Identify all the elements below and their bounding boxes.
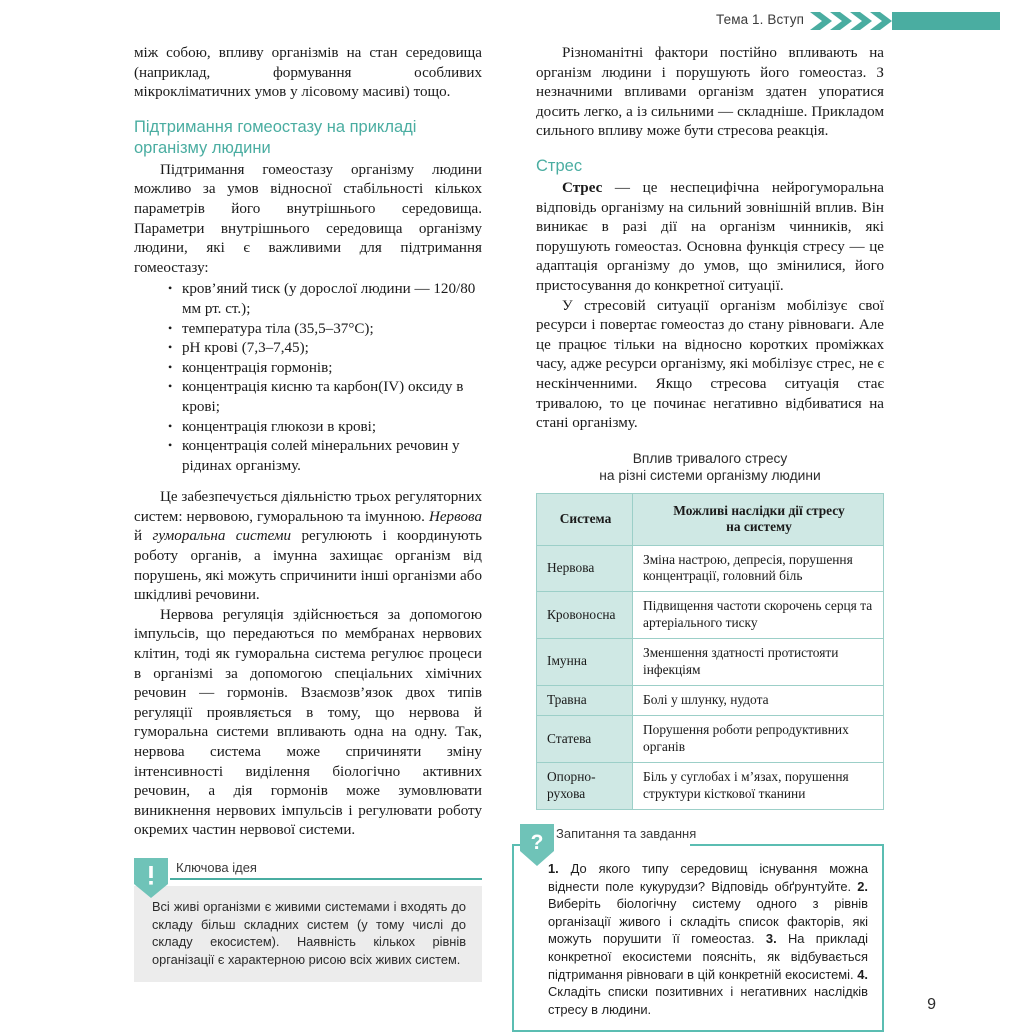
svg-text:?: ? bbox=[530, 831, 544, 854]
cell-effect: Зменшення здатності протистояти інфекціям bbox=[633, 639, 884, 686]
key-idea-header bbox=[134, 862, 482, 882]
question-text: Виберіть біологічну систему одного з рівнів організації живого і складіть список факторів, які можуть порушити її гомеостаз. bbox=[548, 896, 868, 947]
text-run: й bbox=[134, 528, 153, 545]
list-item: • температура тіла (35,5–37°C); bbox=[168, 320, 482, 340]
paragraph-regulatory-systems bbox=[134, 488, 482, 606]
page-number: 9 bbox=[927, 996, 936, 1013]
question-number: 2. bbox=[857, 878, 868, 894]
cell-system: Імунна bbox=[537, 639, 633, 686]
paragraph-stress-mobilisation: У стресовій ситуації організм мобілізує свої ресурси і повертає гомеостаз до стану рівноваги. Але це працює тільки на відносно коротких проміжках часу, адже ресурси організму, які мобілізує стрес, не є нескінченними. Якщо стресова ситуація стає тривалою, то це починає негативно відбиватися на стані організму. bbox=[536, 297, 884, 432]
questions-title: Запитання та завдання bbox=[556, 826, 697, 841]
list-item: • концентрація солей мінеральних речовин у рідинах організму. bbox=[168, 437, 482, 476]
exclamation-flag-icon bbox=[134, 858, 168, 898]
cell-effect: Зміна настрою, депресія, порушення концентрації, головний біль bbox=[633, 545, 884, 592]
key-idea-callout bbox=[134, 862, 482, 982]
questions-box bbox=[512, 828, 884, 1032]
paragraph-continuation: між собою, впливу організмів на стан середовища (наприклад, формування особливих мікрокліматичних умов у лісовому масиві) тощо. bbox=[134, 45, 482, 101]
emphasis-nervova: Нервова bbox=[428, 508, 482, 525]
question-flag-icon bbox=[520, 824, 554, 866]
column-header-effects-line-2: на систему bbox=[726, 519, 792, 535]
term-stres: Стрес bbox=[562, 179, 603, 196]
paragraph-nervous-regulation: Нервова регуляція здійснюється за допомогою імпульсів, що передаються по мембранах нервових клітин, тоді як гуморальна система регулює процеси в організмі за допомогою спеціальних хімічних речовин — гормонів. Взаємозв’язок двох типів регуляції проявляється в тому, що нервова й гуморальна системи впливають одна на одну. Так, нервова система може спричиняти зміну інтенсивності виділення біологічно активних речовин, а дія гормонів може зумовлювати виникнення нервових імпульсів і регулювати роботу окремих частин нервової системи. bbox=[134, 606, 482, 839]
cell-effect: Порушення роботи репродуктивних органів bbox=[633, 716, 884, 763]
cell-effect: Біль у суглобах і м’язах, порушення структури кісткової тканини bbox=[633, 763, 884, 810]
list-item: • кров’яний тиск (у дорослої людини — 120/80 мм рт. ст.); bbox=[168, 280, 482, 319]
key-idea-title: Ключова ідея bbox=[176, 860, 257, 875]
column-header-effects bbox=[633, 493, 884, 545]
text-run: — це неспецифічна нейрогуморальна відповідь організму на сильний зовнішній вплив. Він виникає в разі дії на організм чинників, які порушують гомеостаз. Основна функція стресу — це адаптація організму до умов, що змінилися, його пристосування до конкретної ситуації. bbox=[536, 179, 884, 294]
divider bbox=[170, 878, 482, 880]
text-run: регулюють і координують роботу органів, а імунна захищає організм від порушень, які можуть спричинити інші організми або шкідливі речовини. bbox=[134, 528, 482, 604]
homeostasis-parameter-list bbox=[134, 280, 482, 476]
stress-effects-table bbox=[536, 493, 884, 810]
list-item: • pH крові (7,3–7,45); bbox=[168, 339, 482, 359]
list-item: • концентрація гормонів; bbox=[168, 359, 482, 379]
list-item: • концентрація глюкози в крові; bbox=[168, 418, 482, 438]
question-number: 3. bbox=[765, 931, 777, 947]
table-row bbox=[537, 592, 884, 639]
table-row bbox=[537, 716, 884, 763]
table-caption bbox=[536, 450, 884, 485]
cell-system: Кровоносна bbox=[537, 592, 633, 639]
question-text: Складіть списки позитивних і негативних наслідків стресу в людини. bbox=[548, 984, 868, 1017]
cell-system: Травна bbox=[537, 685, 633, 715]
question-text: До якого типу середовищ існування можна віднести поле кукурудзи? Відповідь обґрунтуйте. bbox=[548, 861, 868, 894]
list-item: • концентрація кисню та карбон(IV) оксиду в крові; bbox=[168, 378, 482, 417]
cell-system: Статева bbox=[537, 716, 633, 763]
cell-system: Нервова bbox=[537, 545, 633, 592]
question-number: 1. bbox=[548, 861, 559, 876]
column-header-system: Система bbox=[537, 493, 633, 545]
table-caption-line-1: Вплив тривалого стресу bbox=[632, 450, 788, 466]
cell-effect: Підвищення частоти скорочень серця та артеріального тиску bbox=[633, 592, 884, 639]
divider-right bbox=[690, 844, 884, 846]
questions-text bbox=[512, 846, 884, 1032]
table-row bbox=[537, 545, 884, 592]
section-heading-stress: Стрес bbox=[536, 156, 583, 175]
right-column bbox=[536, 44, 884, 810]
questions-header bbox=[512, 826, 884, 854]
section-heading-homeostasis: Підтримання гомеостазу на прикладі організму людини bbox=[134, 117, 417, 157]
cell-effect: Болі у шлунку, нудота bbox=[633, 685, 884, 715]
paragraph-stress-definition bbox=[536, 179, 884, 297]
table-row bbox=[537, 763, 884, 810]
running-head-title: Тема 1. Вступ bbox=[716, 12, 804, 27]
paragraph-factors: Різноманітні фактори постійно впливають на організм людини і порушують його гомеостаз. З незначними впливами організм здатен упоратися досить легко, а із сильними — складніше. Прикладом сильного впливу може бути стресова реакція. bbox=[536, 45, 884, 140]
column-header-effects-line-1: Можливі наслідки дії стресу bbox=[673, 502, 845, 518]
text-run: Це забезпечується діяльністю трьох регуляторних систем: нервовою, гуморальною та імунною. bbox=[134, 489, 482, 525]
question-text: На прикладі конкретної екосистеми поясніть, як відбувається підтримання рівноваги в цій конкретній екосистемі. bbox=[548, 931, 869, 982]
table-row bbox=[537, 685, 884, 715]
table-row bbox=[537, 639, 884, 686]
table-header-row bbox=[537, 493, 884, 545]
left-column bbox=[134, 44, 482, 841]
table-caption-line-2: на різні системи організму людини bbox=[599, 468, 821, 484]
emphasis-gumoralna: гуморальна системи bbox=[152, 528, 292, 545]
cell-system: Опорно-рухова bbox=[537, 763, 633, 810]
key-idea-text: Всі живі організми є живими системами і входять до складу більш складних систем (у тому числі до складу екосистем). Наявність кількох рівнів організації є характерною рисою всіх живих систем. bbox=[134, 886, 482, 982]
paragraph-homeostasis-intro: Підтримання гомеостазу організму людини можливо за умов відносної стабільності кількох параметрів його внутрішнього середовища. Параметри внутрішнього середовища організму людини, які є важливими для підтримання гомеостазу: bbox=[134, 161, 482, 276]
question-number: 4. bbox=[857, 966, 868, 982]
